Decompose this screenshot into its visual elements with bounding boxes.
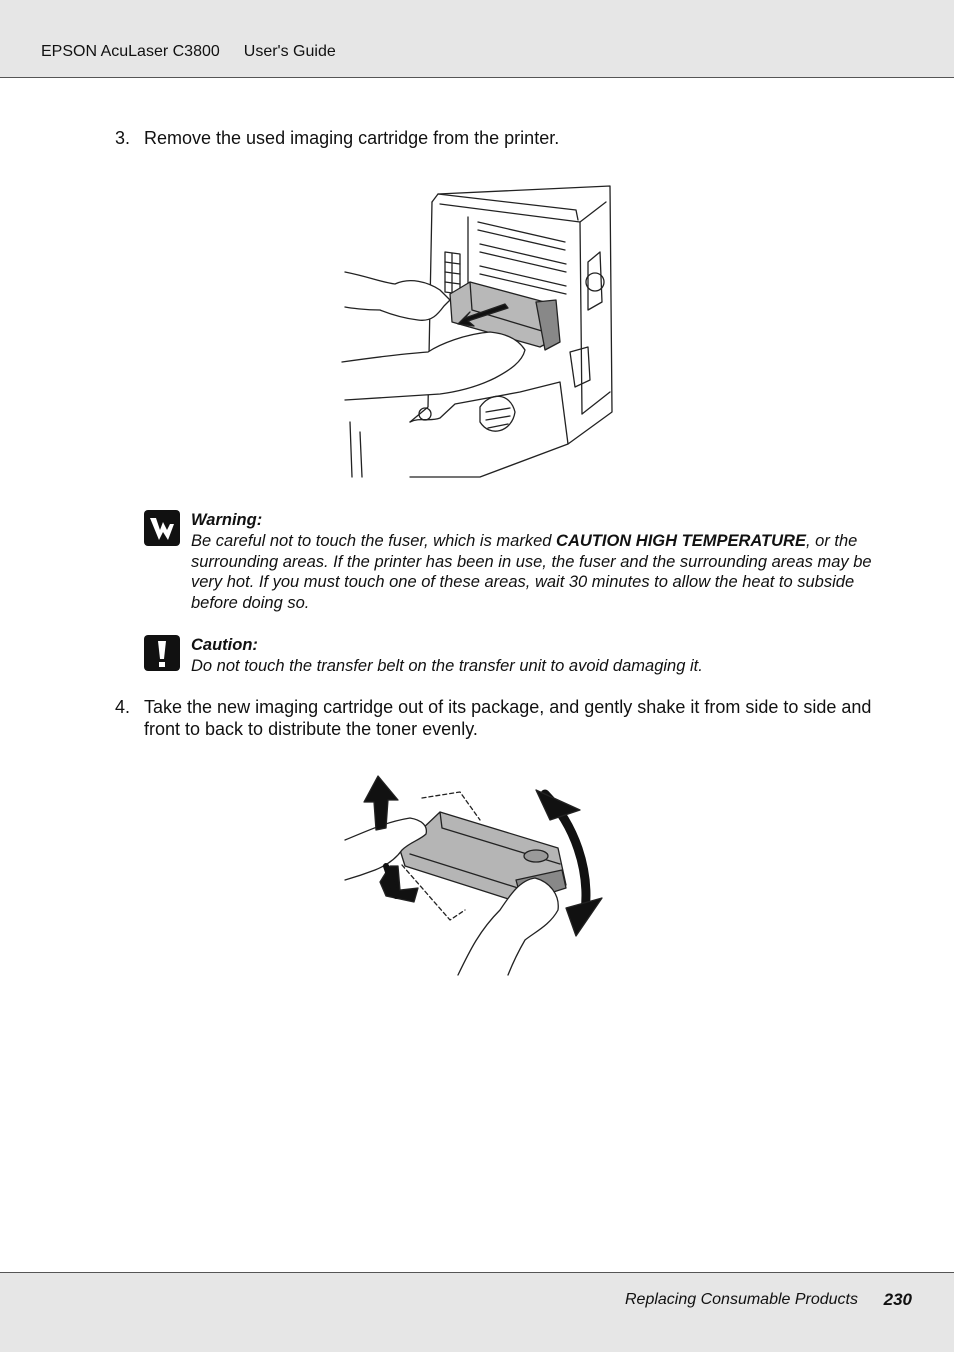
warning-label: Warning: — [191, 511, 263, 529]
warning-text-before: Be careful not to touch the fuser, which is marked — [191, 531, 557, 550]
step-number: 3. — [115, 128, 131, 148]
page-footer — [0, 1272, 954, 1352]
cartridge-shaking-illustration — [340, 770, 615, 978]
caution-text: Do not touch the transfer belt on the transfer unit to avoid damaging it. — [191, 656, 703, 675]
step-3 — [115, 127, 885, 149]
header-title — [41, 43, 336, 61]
printer-cartridge-removal-illustration — [340, 182, 615, 480]
warning-notice — [144, 510, 884, 614]
warning-body — [191, 510, 884, 614]
warning-lightning-icon — [144, 510, 180, 546]
footer-section-title: Replacing Consumable Products — [624, 1291, 858, 1308]
product-name: EPSON AcuLaser C3800 — [41, 43, 220, 60]
step-text: Take the new imaging cartridge out of its package, and gently shake it from side to side and front to back to distribute the toner evenly. — [144, 697, 872, 739]
caution-body — [191, 635, 884, 677]
step-text: Remove the used imaging cartridge from the printer. — [144, 128, 560, 148]
warning-text-after: , or the surrounding areas. If the printer has been in use, the fuser and the surrounding areas may be very hot. If you must touch one of these areas, wait 30 minutes to allow the heat to subside before doing so. — [191, 531, 872, 613]
warning-emphasis: CAUTION HIGH TEMPERATURE — [556, 531, 806, 550]
page-header — [0, 0, 954, 78]
step-4 — [115, 696, 885, 740]
caution-exclamation-icon — [144, 635, 180, 671]
caution-label: Caution: — [191, 636, 258, 654]
caution-notice — [144, 635, 884, 677]
step-number: 4. — [115, 697, 131, 717]
guide-name: User's Guide — [243, 43, 336, 60]
page-number: 230 — [883, 1290, 912, 1309]
